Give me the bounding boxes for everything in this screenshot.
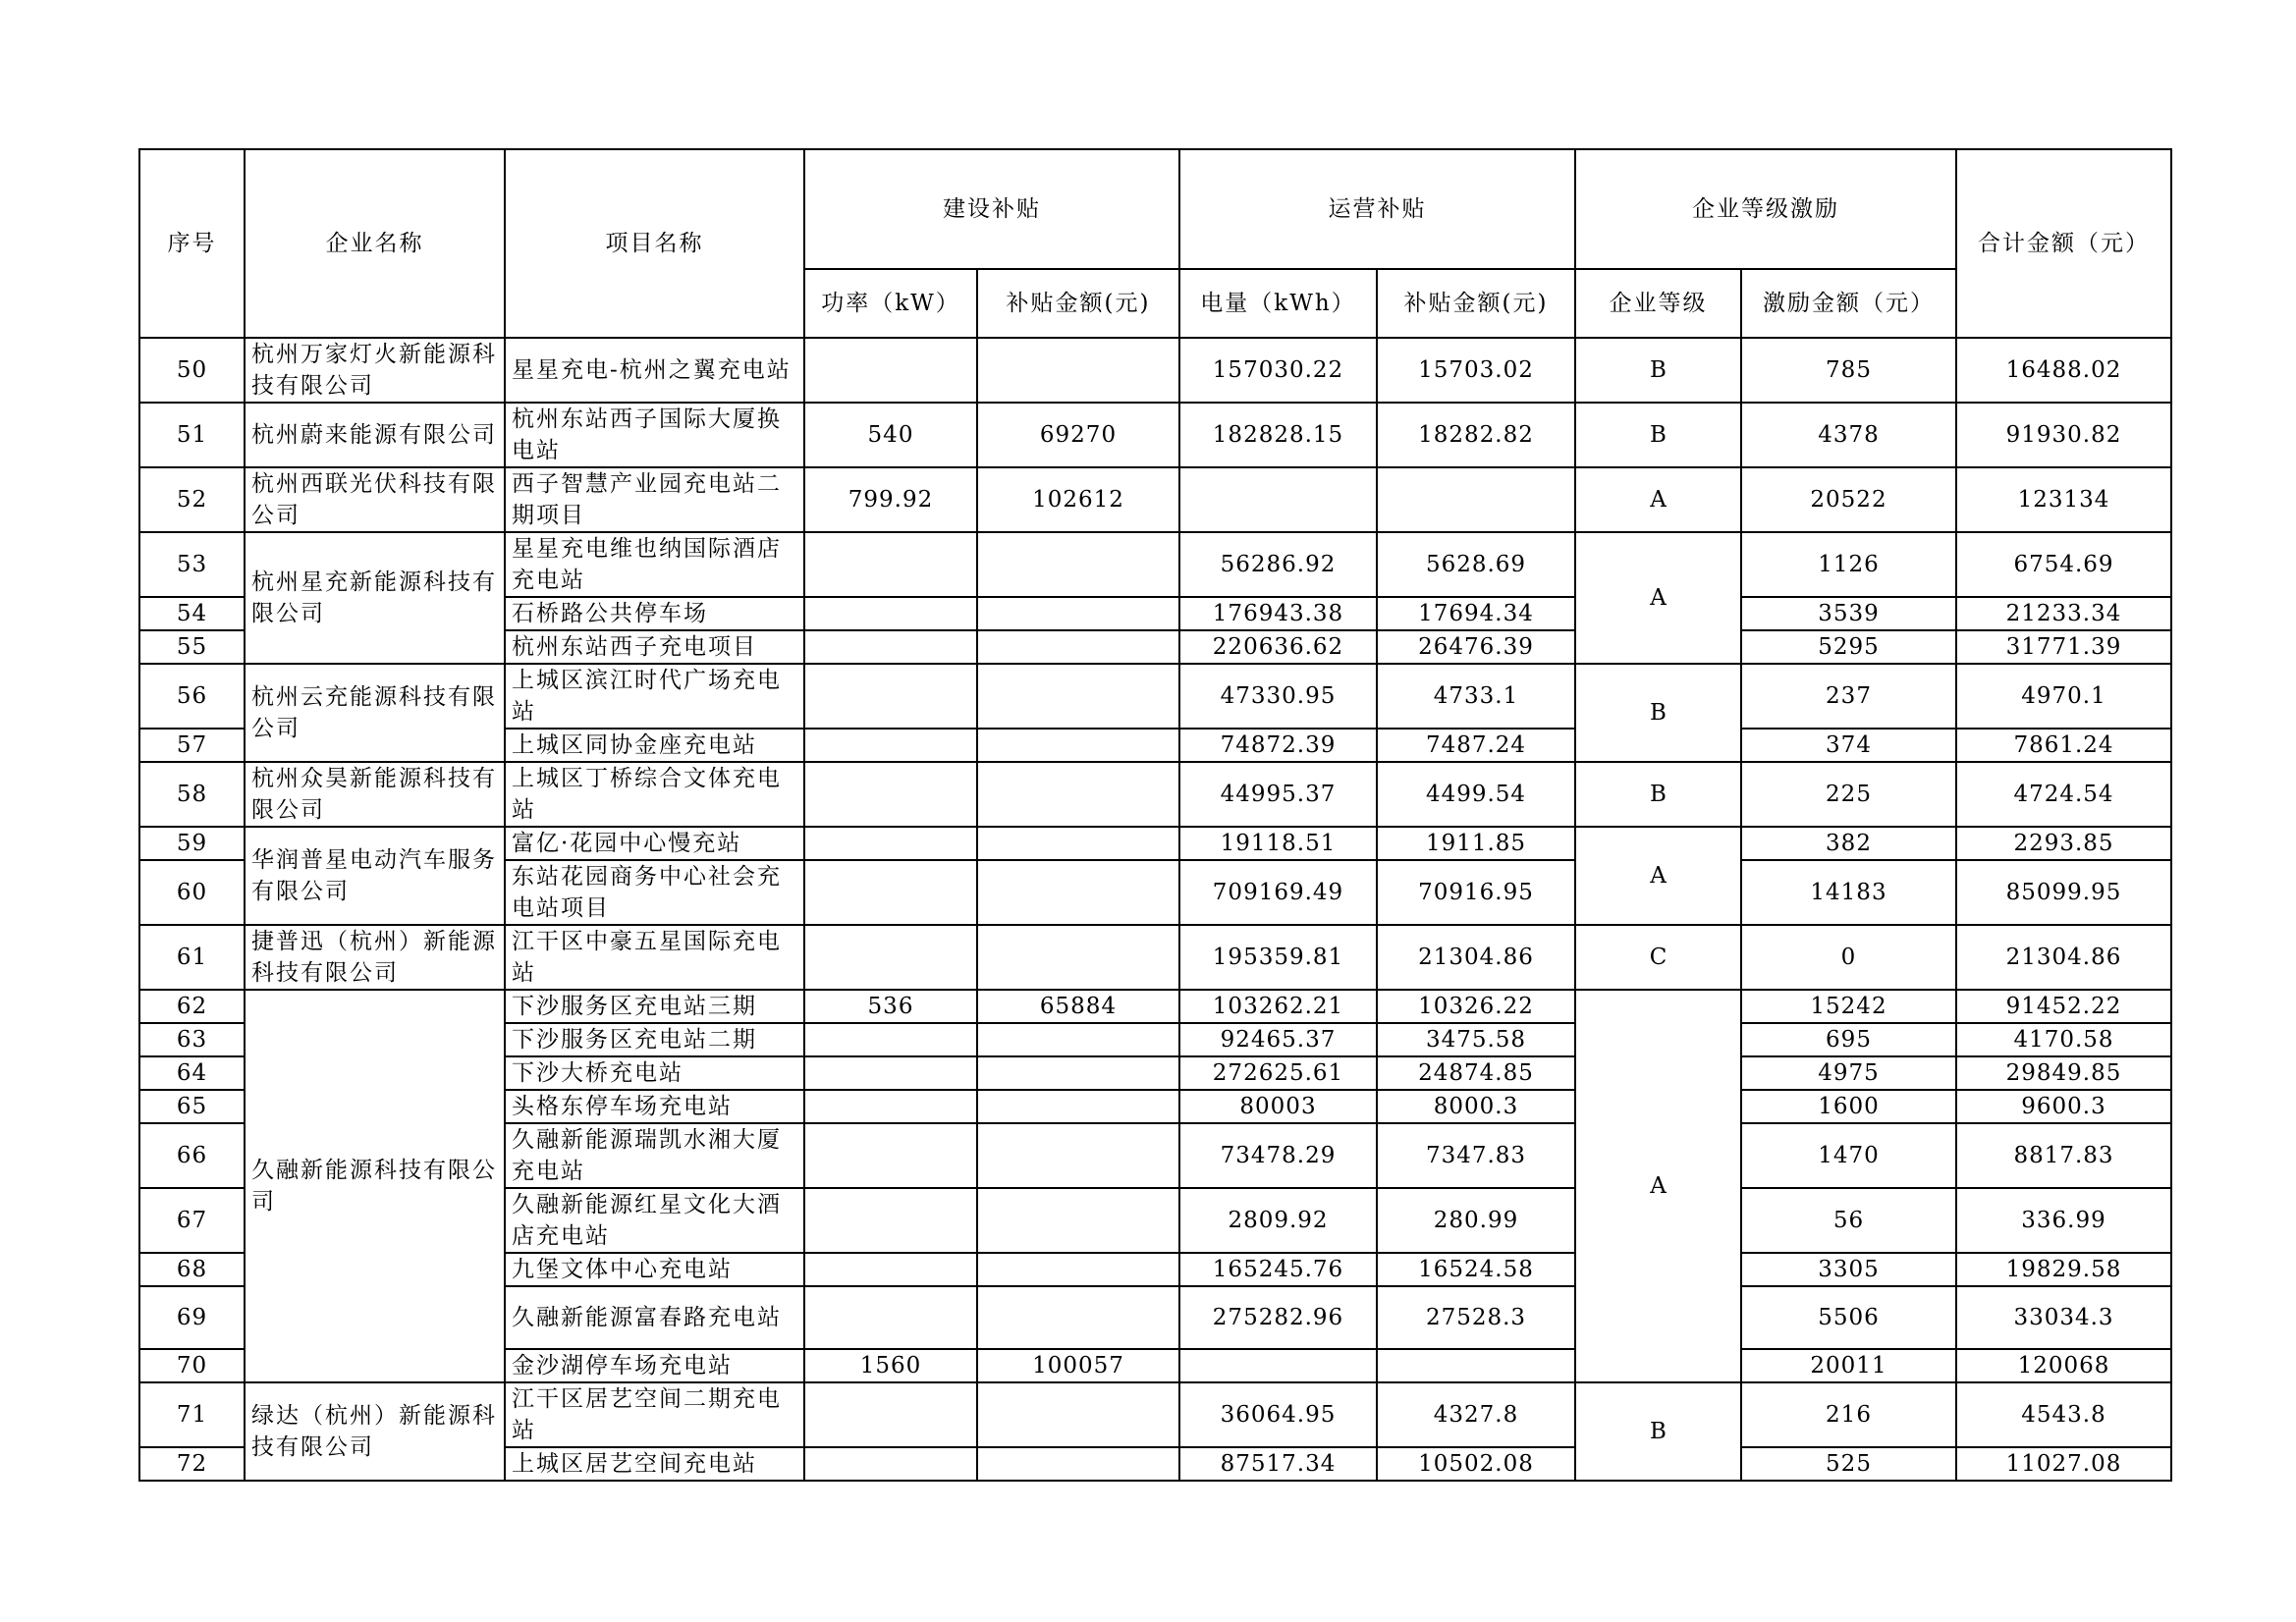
cell-build-amount (977, 729, 1179, 762)
cell-incentive: 4975 (1741, 1056, 1956, 1090)
cell-incentive: 1600 (1741, 1090, 1956, 1123)
cell-incentive: 785 (1741, 338, 1956, 403)
cell-energy: 272625.61 (1179, 1056, 1377, 1090)
cell-incentive: 5295 (1741, 630, 1956, 664)
cell-project: 石桥路公共停车场 (505, 597, 804, 630)
cell-project: 下沙服务区充电站二期 (505, 1023, 804, 1056)
cell-total: 21304.86 (1956, 925, 2171, 990)
cell-build-amount (977, 762, 1179, 827)
cell-power (804, 762, 977, 827)
cell-energy: 709169.49 (1179, 860, 1377, 925)
cell-seq: 70 (139, 1349, 245, 1382)
cell-project: 江干区居艺空间二期充电站 (505, 1382, 804, 1447)
cell-total: 21233.34 (1956, 597, 2171, 630)
cell-build-amount (977, 860, 1179, 925)
header-energy: 电量（kWh） (1179, 269, 1377, 338)
cell-power (804, 664, 977, 729)
cell-build-amount (977, 1056, 1179, 1090)
cell-grade: B (1575, 1382, 1741, 1481)
cell-energy: 87517.34 (1179, 1447, 1377, 1481)
cell-op-amount (1377, 467, 1575, 532)
cell-energy: 2809.92 (1179, 1188, 1377, 1253)
cell-seq: 62 (139, 990, 245, 1023)
cell-incentive: 525 (1741, 1447, 1956, 1481)
cell-project: 九堡文体中心充电站 (505, 1253, 804, 1286)
cell-company: 杭州西联光伏科技有限公司 (245, 467, 505, 532)
cell-total: 91930.82 (1956, 403, 2171, 467)
table-row (139, 467, 2171, 532)
cell-build-amount (977, 1123, 1179, 1188)
cell-total: 4724.54 (1956, 762, 2171, 827)
table-row (139, 990, 2171, 1023)
cell-build-amount (977, 1023, 1179, 1056)
cell-grade: A (1575, 827, 1741, 925)
cell-project: 上城区滨江时代广场充电站 (505, 664, 804, 729)
cell-project: 下沙服务区充电站三期 (505, 990, 804, 1023)
cell-power (804, 925, 977, 990)
cell-energy: 80003 (1179, 1090, 1377, 1123)
cell-project: 头格东停车场充电站 (505, 1090, 804, 1123)
cell-company: 杭州众昊新能源科技有限公司 (245, 762, 505, 827)
cell-company: 杭州云充能源科技有限公司 (245, 664, 505, 762)
header-seq: 序号 (139, 149, 245, 338)
cell-total: 9600.3 (1956, 1090, 2171, 1123)
cell-energy: 275282.96 (1179, 1286, 1377, 1349)
cell-total: 16488.02 (1956, 338, 2171, 403)
cell-seq: 68 (139, 1253, 245, 1286)
cell-seq: 52 (139, 467, 245, 532)
header-construction-subsidy: 建设补贴 (804, 149, 1179, 269)
cell-energy: 74872.39 (1179, 729, 1377, 762)
cell-build-amount (977, 664, 1179, 729)
cell-seq: 51 (139, 403, 245, 467)
table-row (139, 762, 2171, 827)
cell-grade: C (1575, 925, 1741, 990)
cell-total: 19829.58 (1956, 1253, 2171, 1286)
cell-seq: 50 (139, 338, 245, 403)
cell-power (804, 1188, 977, 1253)
table-row (139, 403, 2171, 467)
cell-incentive: 695 (1741, 1023, 1956, 1056)
cell-total: 33034.3 (1956, 1286, 2171, 1349)
cell-power (804, 729, 977, 762)
cell-power: 1560 (804, 1349, 977, 1382)
cell-power (804, 1123, 977, 1188)
cell-energy: 165245.76 (1179, 1253, 1377, 1286)
cell-power (804, 1447, 977, 1481)
cell-grade: B (1575, 762, 1741, 827)
cell-grade: A (1575, 990, 1741, 1382)
header-operation-subsidy: 运营补贴 (1179, 149, 1575, 269)
cell-incentive: 56 (1741, 1188, 1956, 1253)
cell-build-amount (977, 1382, 1179, 1447)
cell-build-amount (977, 338, 1179, 403)
cell-seq: 55 (139, 630, 245, 664)
cell-energy: 44995.37 (1179, 762, 1377, 827)
cell-project: 上城区同协金座充电站 (505, 729, 804, 762)
cell-incentive: 225 (1741, 762, 1956, 827)
cell-op-amount: 26476.39 (1377, 630, 1575, 664)
cell-incentive: 14183 (1741, 860, 1956, 925)
cell-build-amount (977, 1188, 1179, 1253)
cell-op-amount: 3475.58 (1377, 1023, 1575, 1056)
cell-energy: 56286.92 (1179, 532, 1377, 597)
cell-power (804, 532, 977, 597)
cell-build-amount (977, 925, 1179, 990)
cell-build-amount (977, 1286, 1179, 1349)
cell-total: 336.99 (1956, 1188, 2171, 1253)
cell-project: 杭州东站西子国际大厦换电站 (505, 403, 804, 467)
cell-total: 85099.95 (1956, 860, 2171, 925)
cell-op-amount: 4327.8 (1377, 1382, 1575, 1447)
cell-power (804, 338, 977, 403)
cell-grade: A (1575, 467, 1741, 532)
header-grade: 企业等级 (1575, 269, 1741, 338)
cell-incentive: 3539 (1741, 597, 1956, 630)
cell-energy: 103262.21 (1179, 990, 1377, 1023)
cell-incentive: 15242 (1741, 990, 1956, 1023)
cell-energy: 92465.37 (1179, 1023, 1377, 1056)
cell-build-amount: 65884 (977, 990, 1179, 1023)
cell-project: 上城区居艺空间充电站 (505, 1447, 804, 1481)
cell-power: 536 (804, 990, 977, 1023)
cell-incentive: 4378 (1741, 403, 1956, 467)
cell-company: 杭州蔚来能源有限公司 (245, 403, 505, 467)
cell-grade: B (1575, 338, 1741, 403)
header-build-amount: 补贴金额(元) (977, 269, 1179, 338)
cell-op-amount (1377, 1349, 1575, 1382)
cell-power (804, 860, 977, 925)
cell-seq: 63 (139, 1023, 245, 1056)
cell-power (804, 1253, 977, 1286)
cell-company: 绿达（杭州）新能源科技有限公司 (245, 1382, 505, 1481)
cell-incentive: 1470 (1741, 1123, 1956, 1188)
cell-incentive: 374 (1741, 729, 1956, 762)
header-project: 项目名称 (505, 149, 804, 338)
cell-op-amount: 4733.1 (1377, 664, 1575, 729)
cell-energy: 73478.29 (1179, 1123, 1377, 1188)
cell-seq: 69 (139, 1286, 245, 1349)
cell-op-amount: 15703.02 (1377, 338, 1575, 403)
cell-op-amount: 7347.83 (1377, 1123, 1575, 1188)
cell-seq: 66 (139, 1123, 245, 1188)
cell-seq: 65 (139, 1090, 245, 1123)
cell-project: 江干区中豪五星国际充电站 (505, 925, 804, 990)
header-power: 功率（kW） (804, 269, 977, 338)
cell-incentive: 5506 (1741, 1286, 1956, 1349)
cell-project: 杭州东站西子充电项目 (505, 630, 804, 664)
cell-op-amount: 8000.3 (1377, 1090, 1575, 1123)
cell-seq: 72 (139, 1447, 245, 1481)
cell-total: 11027.08 (1956, 1447, 2171, 1481)
table-row (139, 338, 2171, 403)
cell-op-amount: 5628.69 (1377, 532, 1575, 597)
subsidy-table (138, 148, 2172, 1482)
cell-build-amount (977, 1447, 1179, 1481)
cell-company: 华润普星电动汽车服务有限公司 (245, 827, 505, 925)
cell-grade: A (1575, 532, 1741, 664)
cell-power (804, 630, 977, 664)
cell-power (804, 597, 977, 630)
cell-project: 星星充电维也纳国际酒店充电站 (505, 532, 804, 597)
table-body (139, 338, 2171, 1481)
cell-incentive: 3305 (1741, 1253, 1956, 1286)
cell-project: 久融新能源富春路充电站 (505, 1286, 804, 1349)
header-company: 企业名称 (245, 149, 505, 338)
cell-seq: 61 (139, 925, 245, 990)
cell-incentive: 1126 (1741, 532, 1956, 597)
cell-power (804, 1023, 977, 1056)
cell-grade: B (1575, 403, 1741, 467)
cell-op-amount: 18282.82 (1377, 403, 1575, 467)
cell-company: 杭州星充新能源科技有限公司 (245, 532, 505, 664)
cell-op-amount: 4499.54 (1377, 762, 1575, 827)
table-row (139, 1382, 2171, 1447)
cell-energy: 36064.95 (1179, 1382, 1377, 1447)
cell-total: 120068 (1956, 1349, 2171, 1382)
cell-energy: 157030.22 (1179, 338, 1377, 403)
cell-total: 8817.83 (1956, 1123, 2171, 1188)
table-row (139, 827, 2171, 860)
cell-project: 久融新能源红星文化大酒店充电站 (505, 1188, 804, 1253)
cell-power (804, 1090, 977, 1123)
cell-total: 123134 (1956, 467, 2171, 532)
cell-build-amount (977, 532, 1179, 597)
cell-project: 金沙湖停车场充电站 (505, 1349, 804, 1382)
table-row (139, 532, 2171, 597)
cell-power: 799.92 (804, 467, 977, 532)
cell-build-amount (977, 597, 1179, 630)
cell-power (804, 1286, 977, 1349)
cell-project: 星星充电-杭州之翼充电站 (505, 338, 804, 403)
cell-build-amount: 100057 (977, 1349, 1179, 1382)
cell-project: 下沙大桥充电站 (505, 1056, 804, 1090)
cell-total: 4970.1 (1956, 664, 2171, 729)
cell-power: 540 (804, 403, 977, 467)
cell-seq: 54 (139, 597, 245, 630)
cell-energy: 195359.81 (1179, 925, 1377, 990)
cell-project: 上城区丁桥综合文体充电站 (505, 762, 804, 827)
cell-op-amount: 17694.34 (1377, 597, 1575, 630)
cell-incentive: 216 (1741, 1382, 1956, 1447)
cell-grade: B (1575, 664, 1741, 762)
cell-total: 29849.85 (1956, 1056, 2171, 1090)
cell-company: 久融新能源科技有限公司 (245, 990, 505, 1382)
cell-power (804, 1382, 977, 1447)
cell-energy: 19118.51 (1179, 827, 1377, 860)
cell-op-amount: 7487.24 (1377, 729, 1575, 762)
cell-project: 富亿·花园中心慢充站 (505, 827, 804, 860)
cell-energy: 47330.95 (1179, 664, 1377, 729)
cell-energy: 176943.38 (1179, 597, 1377, 630)
cell-op-amount: 10326.22 (1377, 990, 1575, 1023)
cell-seq: 53 (139, 532, 245, 597)
cell-build-amount (977, 827, 1179, 860)
table-row (139, 664, 2171, 729)
cell-power (804, 827, 977, 860)
cell-total: 2293.85 (1956, 827, 2171, 860)
cell-seq: 57 (139, 729, 245, 762)
cell-seq: 60 (139, 860, 245, 925)
cell-seq: 56 (139, 664, 245, 729)
cell-energy: 220636.62 (1179, 630, 1377, 664)
cell-energy (1179, 1349, 1377, 1382)
cell-seq: 64 (139, 1056, 245, 1090)
cell-seq: 58 (139, 762, 245, 827)
cell-incentive: 237 (1741, 664, 1956, 729)
header-op-amount: 补贴金额(元) (1377, 269, 1575, 338)
cell-op-amount: 1911.85 (1377, 827, 1575, 860)
cell-build-amount (977, 1090, 1179, 1123)
cell-company: 杭州万家灯火新能源科技有限公司 (245, 338, 505, 403)
cell-total: 7861.24 (1956, 729, 2171, 762)
cell-seq: 67 (139, 1188, 245, 1253)
cell-total: 4170.58 (1956, 1023, 2171, 1056)
cell-build-amount: 69270 (977, 403, 1179, 467)
cell-total: 91452.22 (1956, 990, 2171, 1023)
header-grade-incentive: 企业等级激励 (1575, 149, 1956, 269)
cell-incentive: 20011 (1741, 1349, 1956, 1382)
cell-op-amount: 280.99 (1377, 1188, 1575, 1253)
cell-incentive: 382 (1741, 827, 1956, 860)
cell-power (804, 1056, 977, 1090)
cell-op-amount: 21304.86 (1377, 925, 1575, 990)
header-incentive: 激励金额（元） (1741, 269, 1956, 338)
cell-company: 捷普迅（杭州）新能源科技有限公司 (245, 925, 505, 990)
cell-build-amount (977, 630, 1179, 664)
cell-op-amount: 70916.95 (1377, 860, 1575, 925)
cell-seq: 59 (139, 827, 245, 860)
cell-op-amount: 16524.58 (1377, 1253, 1575, 1286)
cell-project: 西子智慧产业园充电站二期项目 (505, 467, 804, 532)
cell-total: 6754.69 (1956, 532, 2171, 597)
cell-op-amount: 10502.08 (1377, 1447, 1575, 1481)
cell-project: 东站花园商务中心社会充电站项目 (505, 860, 804, 925)
cell-build-amount: 102612 (977, 467, 1179, 532)
cell-total: 4543.8 (1956, 1382, 2171, 1447)
cell-energy: 182828.15 (1179, 403, 1377, 467)
cell-op-amount: 24874.85 (1377, 1056, 1575, 1090)
cell-project: 久融新能源瑞凯水湘大厦充电站 (505, 1123, 804, 1188)
cell-op-amount: 27528.3 (1377, 1286, 1575, 1349)
cell-incentive: 20522 (1741, 467, 1956, 532)
table-row (139, 925, 2171, 990)
cell-build-amount (977, 1253, 1179, 1286)
cell-seq: 71 (139, 1382, 245, 1447)
cell-total: 31771.39 (1956, 630, 2171, 664)
header-total: 合计金额（元） (1956, 149, 2171, 338)
cell-incentive: 0 (1741, 925, 1956, 990)
cell-energy (1179, 467, 1377, 532)
